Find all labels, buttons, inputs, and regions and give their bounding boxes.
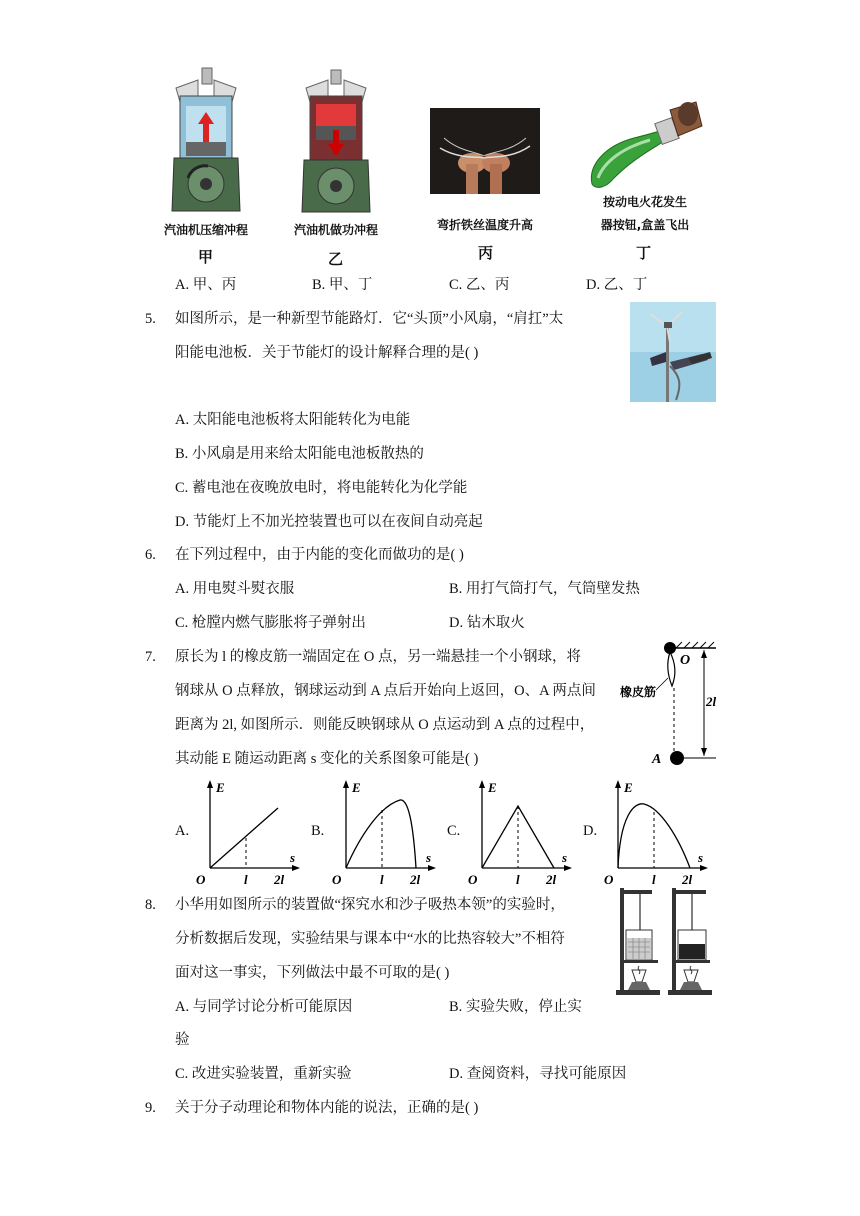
q9-number: 9.	[145, 1100, 156, 1116]
q7-number: 7.	[145, 649, 156, 665]
q8-stem-line2: 分析数据后发现，实验结果与课本中“水的比热容较大”不相符	[175, 931, 565, 947]
tick-label-2l: 2l	[682, 872, 693, 887]
axis-label-s: s	[290, 850, 296, 865]
graph-c	[466, 776, 576, 888]
origin-label: O	[332, 872, 342, 887]
q8-option-d[interactable]: D. 查阅资料，寻找可能原因	[449, 1066, 627, 1082]
heating-apparatus-figure	[612, 886, 716, 998]
q4-option-d[interactable]: D. 乙、丁	[586, 277, 648, 293]
q8-stem-line3: 面对这一事实，下列做法中最不可取的是( )	[175, 965, 450, 981]
origin-label: O	[196, 872, 206, 887]
q5-stem-line2: 阳能电池板．关于节能灯的设计解释合理的是( )	[175, 345, 479, 361]
q8-option-a[interactable]: A. 与同学讨论分析可能原因	[175, 999, 353, 1015]
fig-bing-caption: 弯折铁丝温度升高	[436, 218, 533, 232]
q5-option-a[interactable]: A. 太阳能电池板将太阳能转化为电能	[175, 412, 411, 428]
tick-label-l: l	[652, 872, 656, 887]
q4-option-b[interactable]: B. 甲、丁	[312, 277, 373, 293]
q7-option-a-label[interactable]: A.	[175, 823, 190, 839]
tick-label-l: l	[380, 872, 384, 887]
spark-generator-figure	[584, 96, 706, 190]
fig-label-rubber: 橡皮筋	[620, 685, 657, 699]
q6-stem: 在下列过程中，由于内能的变化而做功的是( )	[175, 547, 464, 563]
q6-option-b[interactable]: B. 用打气筒打气，气筒壁发热	[449, 581, 640, 597]
q7-stem-line2: 钢球从 O 点释放，钢球运动到 A 点后开始向上返回，O、A 两点间	[175, 683, 596, 699]
q5-number: 5.	[145, 311, 156, 327]
x-axis-arrow	[292, 865, 300, 871]
y-axis-arrow	[207, 780, 213, 788]
fig-label-a: A	[652, 752, 662, 767]
q8-option-c[interactable]: C. 改进实验装置，重新实验	[175, 1066, 352, 1082]
q7-stem-line1: 原长为 l 的橡皮筋一端固定在 O 点，另一端悬挂一个小钢球，将	[175, 649, 581, 665]
axis-label-e: E	[488, 780, 497, 795]
fig-ding-caption-line1: 按动电火花发生	[602, 195, 687, 209]
fig-yi-caption: 汽油机做功冲程	[293, 223, 378, 237]
fig-label-o: O	[680, 653, 691, 668]
fig-yi-tag: 乙	[328, 250, 344, 268]
tick-label-l: l	[516, 872, 520, 887]
fig-ding-caption-line2: 器按钮,盒盖飞出	[600, 218, 690, 232]
q4-option-c[interactable]: C. 乙、丙	[449, 277, 510, 293]
q7-option-b-label[interactable]: B.	[311, 823, 325, 839]
tick-label-2l: 2l	[410, 872, 421, 887]
rubber-band-figure	[618, 638, 718, 770]
y-axis-arrow	[479, 780, 485, 788]
axis-label-e: E	[216, 780, 225, 795]
graph-a	[194, 776, 304, 888]
tick-label-l: l	[244, 872, 248, 887]
q8-option-b[interactable]: B. 实验失败，停止实	[449, 999, 582, 1015]
q5-option-d[interactable]: D. 节能灯上不加光控装置也可以在夜间自动亮起	[175, 514, 483, 530]
q7-option-d-label[interactable]: D.	[583, 823, 598, 839]
axis-label-s: s	[562, 850, 568, 865]
q5-stem-line1: 如图所示，是一种新型节能路灯．它“头顶”小风扇，“肩扛”太	[175, 311, 564, 327]
fig-label-2l: 2l	[706, 694, 717, 709]
origin-label: O	[604, 872, 614, 887]
engine-power-stroke-figure	[300, 68, 372, 216]
tick-label-2l: 2l	[546, 872, 557, 887]
fig-jia-tag: 甲	[198, 248, 214, 266]
axis-label-e: E	[624, 780, 633, 795]
energy-saving-streetlight-photo	[630, 302, 716, 402]
graph-d	[602, 776, 712, 888]
axis-label-s: s	[698, 850, 704, 865]
q7-stem-line4: 其动能 E 随运动距离 s 变化的关系图象可能是( )	[175, 751, 479, 767]
x-axis-arrow	[428, 865, 436, 871]
origin-label: O	[468, 872, 478, 887]
q4-option-a[interactable]: A. 甲、丙	[175, 277, 237, 293]
tick-label-2l: 2l	[274, 872, 285, 887]
q8-stem-line1: 小华用如图所示的装置做“探究水和沙子吸热本领”的实验时，	[175, 897, 565, 913]
fig-ding-tag: 丁	[636, 244, 652, 262]
x-axis-arrow	[564, 865, 572, 871]
axis-label-s: s	[426, 850, 432, 865]
x-axis-arrow	[700, 865, 708, 871]
fig-jia-caption: 汽油机压缩冲程	[163, 223, 248, 237]
axis-label-e: E	[352, 780, 361, 795]
q5-option-c[interactable]: C. 蓄电池在夜晚放电时，将电能转化为化学能	[175, 480, 468, 496]
q6-option-a[interactable]: A. 用电熨斗熨衣服	[175, 581, 295, 597]
q9-stem: 关于分子动理论和物体内能的说法，正确的是( )	[175, 1100, 479, 1116]
fig-bing-tag: 丙	[478, 244, 494, 262]
graph-b	[330, 776, 440, 888]
q6-option-d[interactable]: D. 钻木取火	[449, 615, 525, 631]
q6-number: 6.	[145, 547, 156, 563]
engine-compression-figure	[168, 66, 244, 216]
q8-number: 8.	[145, 897, 156, 913]
q7-option-c-label[interactable]: C.	[447, 823, 461, 839]
q6-option-c[interactable]: C. 枪膛内燃气膨胀将子弹射出	[175, 615, 366, 631]
q5-option-b[interactable]: B. 小风扇是用来给太阳能电池板散热的	[175, 446, 424, 462]
q7-stem-line3: 距离为 2l, 如图所示．则能反映钢球从 O 点运动到 A 点的过程中，	[175, 717, 595, 733]
y-axis-arrow	[615, 780, 621, 788]
q8-option-b-continued: 验	[175, 1032, 190, 1048]
bending-wire-photo	[430, 108, 540, 194]
y-axis-arrow	[343, 780, 349, 788]
